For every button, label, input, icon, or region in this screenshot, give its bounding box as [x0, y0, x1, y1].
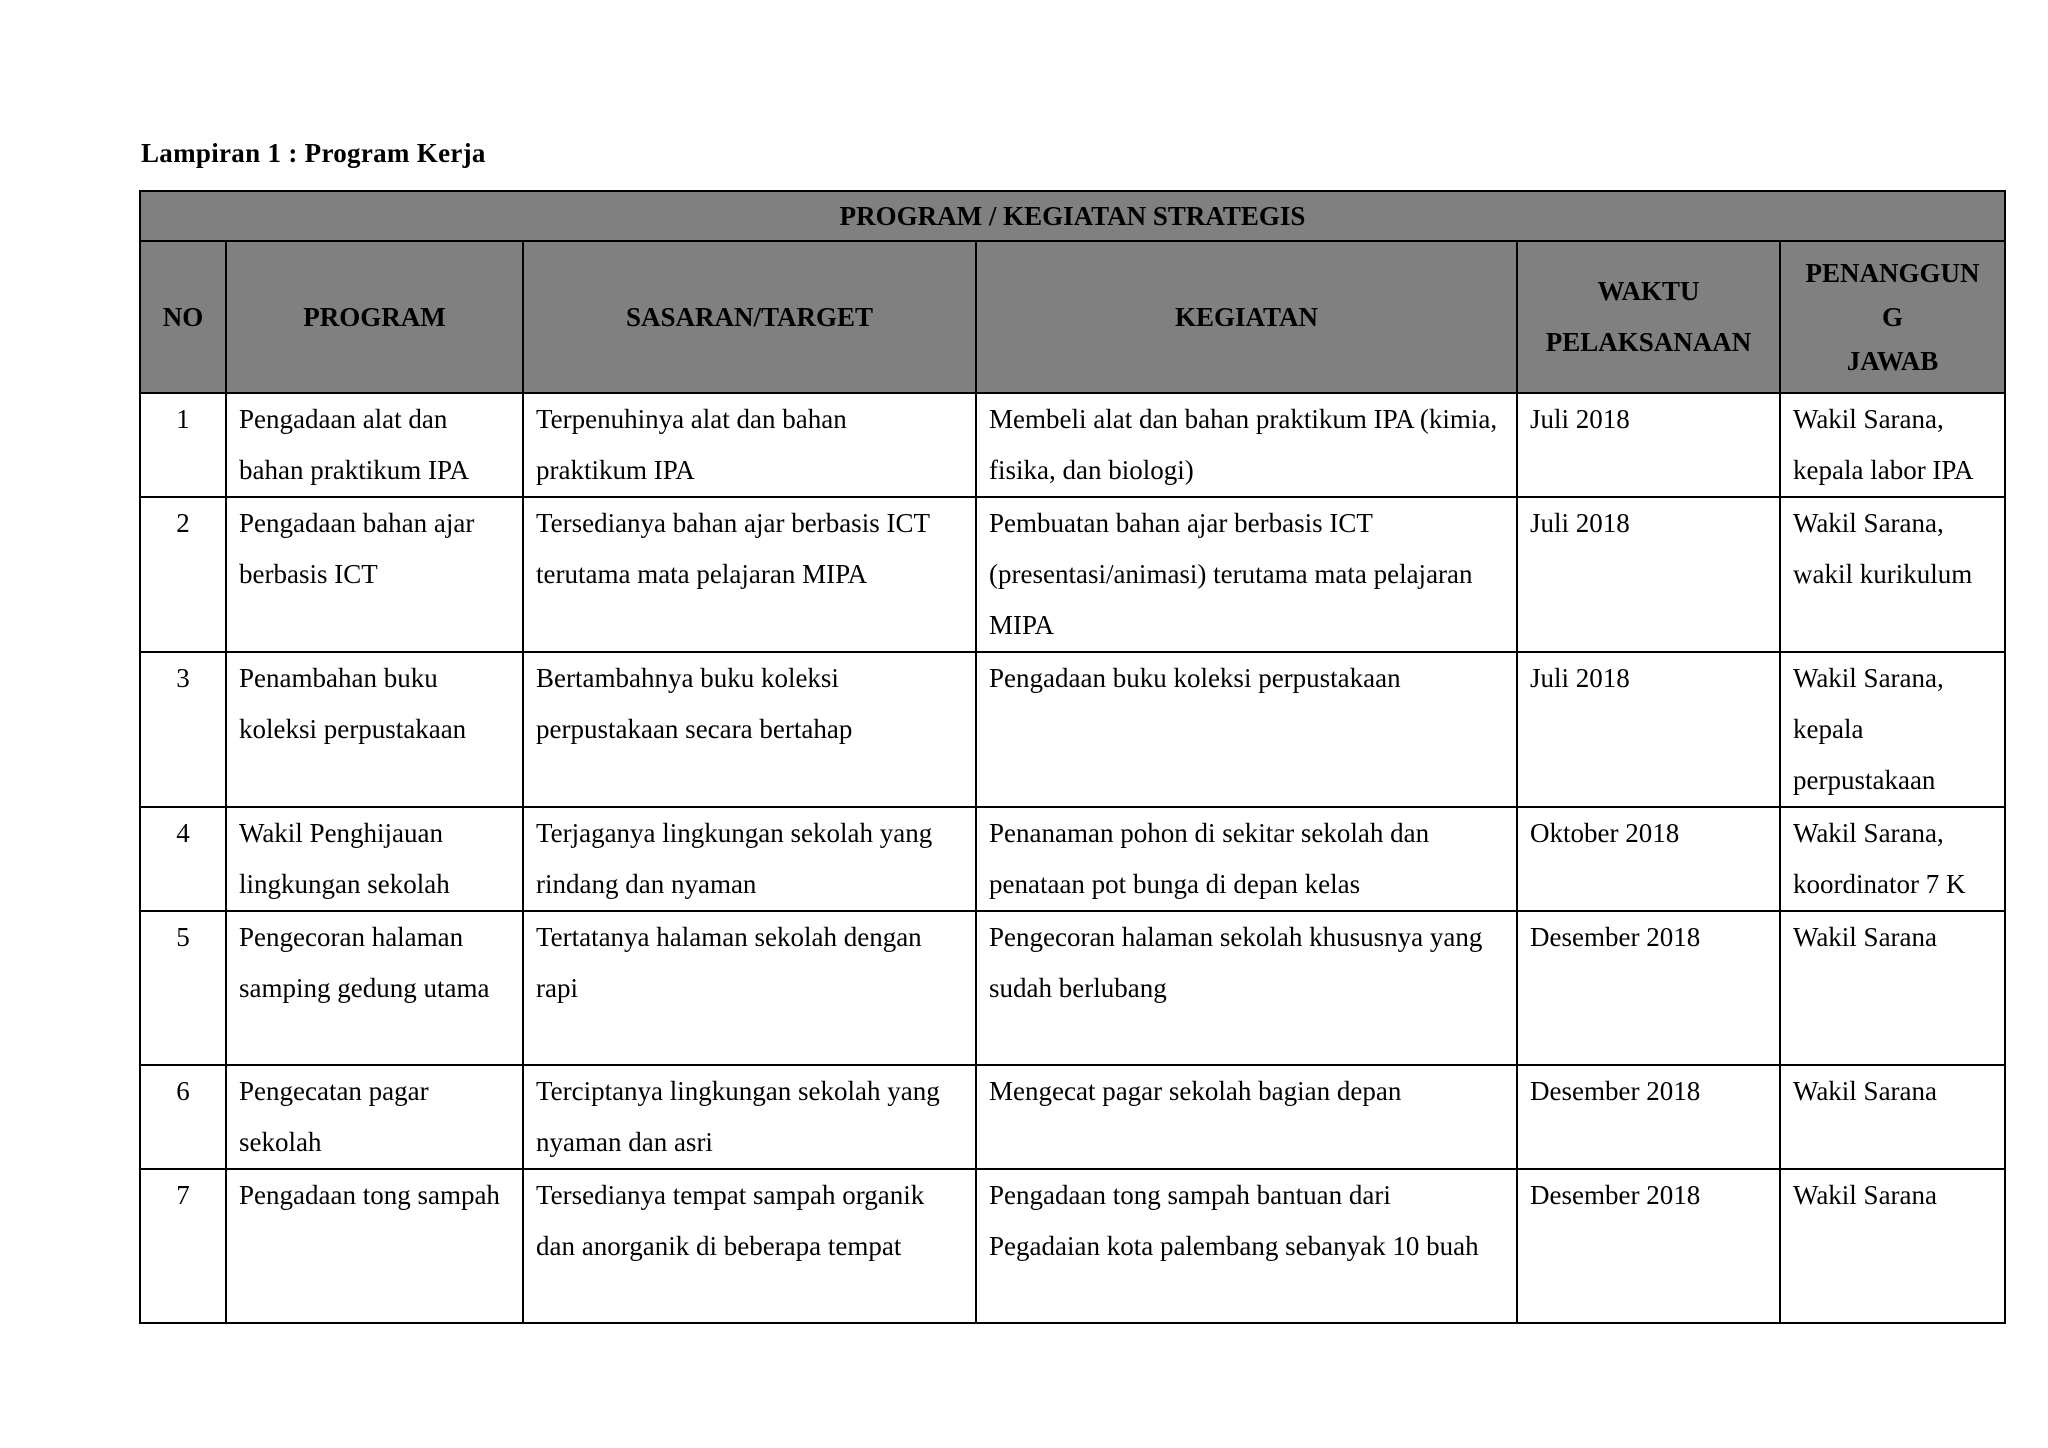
table-banner: PROGRAM / KEGIATAN STRATEGIS — [140, 191, 2005, 241]
row-program: Pengecoran halaman samping gedung utama — [226, 911, 523, 1065]
row-no: 6 — [140, 1065, 226, 1169]
header-pj-line-1: PENANGGUN — [1805, 258, 1980, 288]
row-no: 1 — [140, 393, 226, 497]
row-no: 2 — [140, 497, 226, 652]
table-header-row — [140, 241, 2005, 393]
row-waktu: Desember 2018 — [1517, 1065, 1780, 1169]
table-row — [140, 393, 2005, 497]
document-title: Lampiran 1 : Program Kerja — [141, 138, 486, 168]
row-no: 7 — [140, 1169, 226, 1323]
row-program: Pengadaan alat dan bahan praktikum IPA — [226, 393, 523, 497]
row-waktu: Desember 2018 — [1517, 1169, 1780, 1323]
header-kegiatan: KEGIATAN — [976, 241, 1517, 393]
header-waktu-line-2: PELAKSANAAN — [1545, 327, 1752, 357]
row-no: 3 — [140, 652, 226, 807]
header-waktu — [1517, 241, 1780, 393]
row-program: Penambahan buku koleksi perpustakaan — [226, 652, 523, 807]
row-waktu: Juli 2018 — [1517, 652, 1780, 807]
table-row — [140, 497, 2005, 652]
row-sasaran: Tersedianya tempat sampah organik dan anorganik di beberapa tempat — [523, 1169, 976, 1323]
row-kegiatan: Mengecat pagar sekolah bagian depan — [976, 1065, 1517, 1169]
row-penanggung-jawab: Wakil Sarana, wakil kurikulum — [1780, 497, 2005, 652]
header-pj-line-3: JAWAB — [1846, 346, 1939, 376]
table-row — [140, 807, 2005, 911]
row-program: Pengadaan tong sampah — [226, 1169, 523, 1323]
header-pj-line-2: G — [1881, 302, 1903, 332]
header-no: NO — [140, 241, 226, 393]
row-program: Pengadaan bahan ajar berbasis ICT — [226, 497, 523, 652]
row-kegiatan: Pengecoran halaman sekolah khususnya yang sudah berlubang — [976, 911, 1517, 1065]
row-penanggung-jawab: Wakil Sarana, kepala perpustakaan — [1780, 652, 2005, 807]
table-row — [140, 911, 2005, 1065]
row-sasaran: Tertatanya halaman sekolah dengan rapi — [523, 911, 976, 1065]
row-penanggung-jawab: Wakil Sarana — [1780, 1065, 2005, 1169]
header-penanggung-jawab — [1780, 241, 2005, 393]
row-penanggung-jawab: Wakil Sarana — [1780, 911, 2005, 1065]
row-no: 4 — [140, 807, 226, 911]
row-kegiatan: Pembuatan bahan ajar berbasis ICT (presentasi/animasi) terutama mata pelajaran MIPA — [976, 497, 1517, 652]
row-waktu: Juli 2018 — [1517, 497, 1780, 652]
row-kegiatan: Pengadaan tong sampah bantuan dari Pegadaian kota palembang sebanyak 10 buah — [976, 1169, 1517, 1323]
row-sasaran: Terciptanya lingkungan sekolah yang nyaman dan asri — [523, 1065, 976, 1169]
table-row — [140, 1065, 2005, 1169]
table-banner-row — [140, 191, 2005, 241]
row-penanggung-jawab: Wakil Sarana — [1780, 1169, 2005, 1323]
row-program: Wakil Penghijauan lingkungan sekolah — [226, 807, 523, 911]
row-program: Pengecatan pagar sekolah — [226, 1065, 523, 1169]
row-waktu: Juli 2018 — [1517, 393, 1780, 497]
header-program: PROGRAM — [226, 241, 523, 393]
header-sasaran: SASARAN/TARGET — [523, 241, 976, 393]
row-penanggung-jawab: Wakil Sarana, kepala labor IPA — [1780, 393, 2005, 497]
row-sasaran: Tersedianya bahan ajar berbasis ICT terutama mata pelajaran MIPA — [523, 497, 976, 652]
row-kegiatan: Membeli alat dan bahan praktikum IPA (kimia, fisika, dan biologi) — [976, 393, 1517, 497]
row-waktu: Desember 2018 — [1517, 911, 1780, 1065]
row-kegiatan: Pengadaan buku koleksi perpustakaan — [976, 652, 1517, 807]
row-kegiatan: Penanaman pohon di sekitar sekolah dan penataan pot bunga di depan kelas — [976, 807, 1517, 911]
row-waktu: Oktober 2018 — [1517, 807, 1780, 911]
row-no: 5 — [140, 911, 226, 1065]
table-row — [140, 652, 2005, 807]
row-sasaran: Bertambahnya buku koleksi perpustakaan secara bertahap — [523, 652, 976, 807]
table-row — [140, 1169, 2005, 1323]
header-waktu-line-1: WAKTU — [1597, 276, 1700, 306]
row-sasaran: Terpenuhinya alat dan bahan praktikum IPA — [523, 393, 976, 497]
row-sasaran: Terjaganya lingkungan sekolah yang rindang dan nyaman — [523, 807, 976, 911]
program-table — [139, 190, 2006, 1324]
row-penanggung-jawab: Wakil Sarana, koordinator 7 K — [1780, 807, 2005, 911]
